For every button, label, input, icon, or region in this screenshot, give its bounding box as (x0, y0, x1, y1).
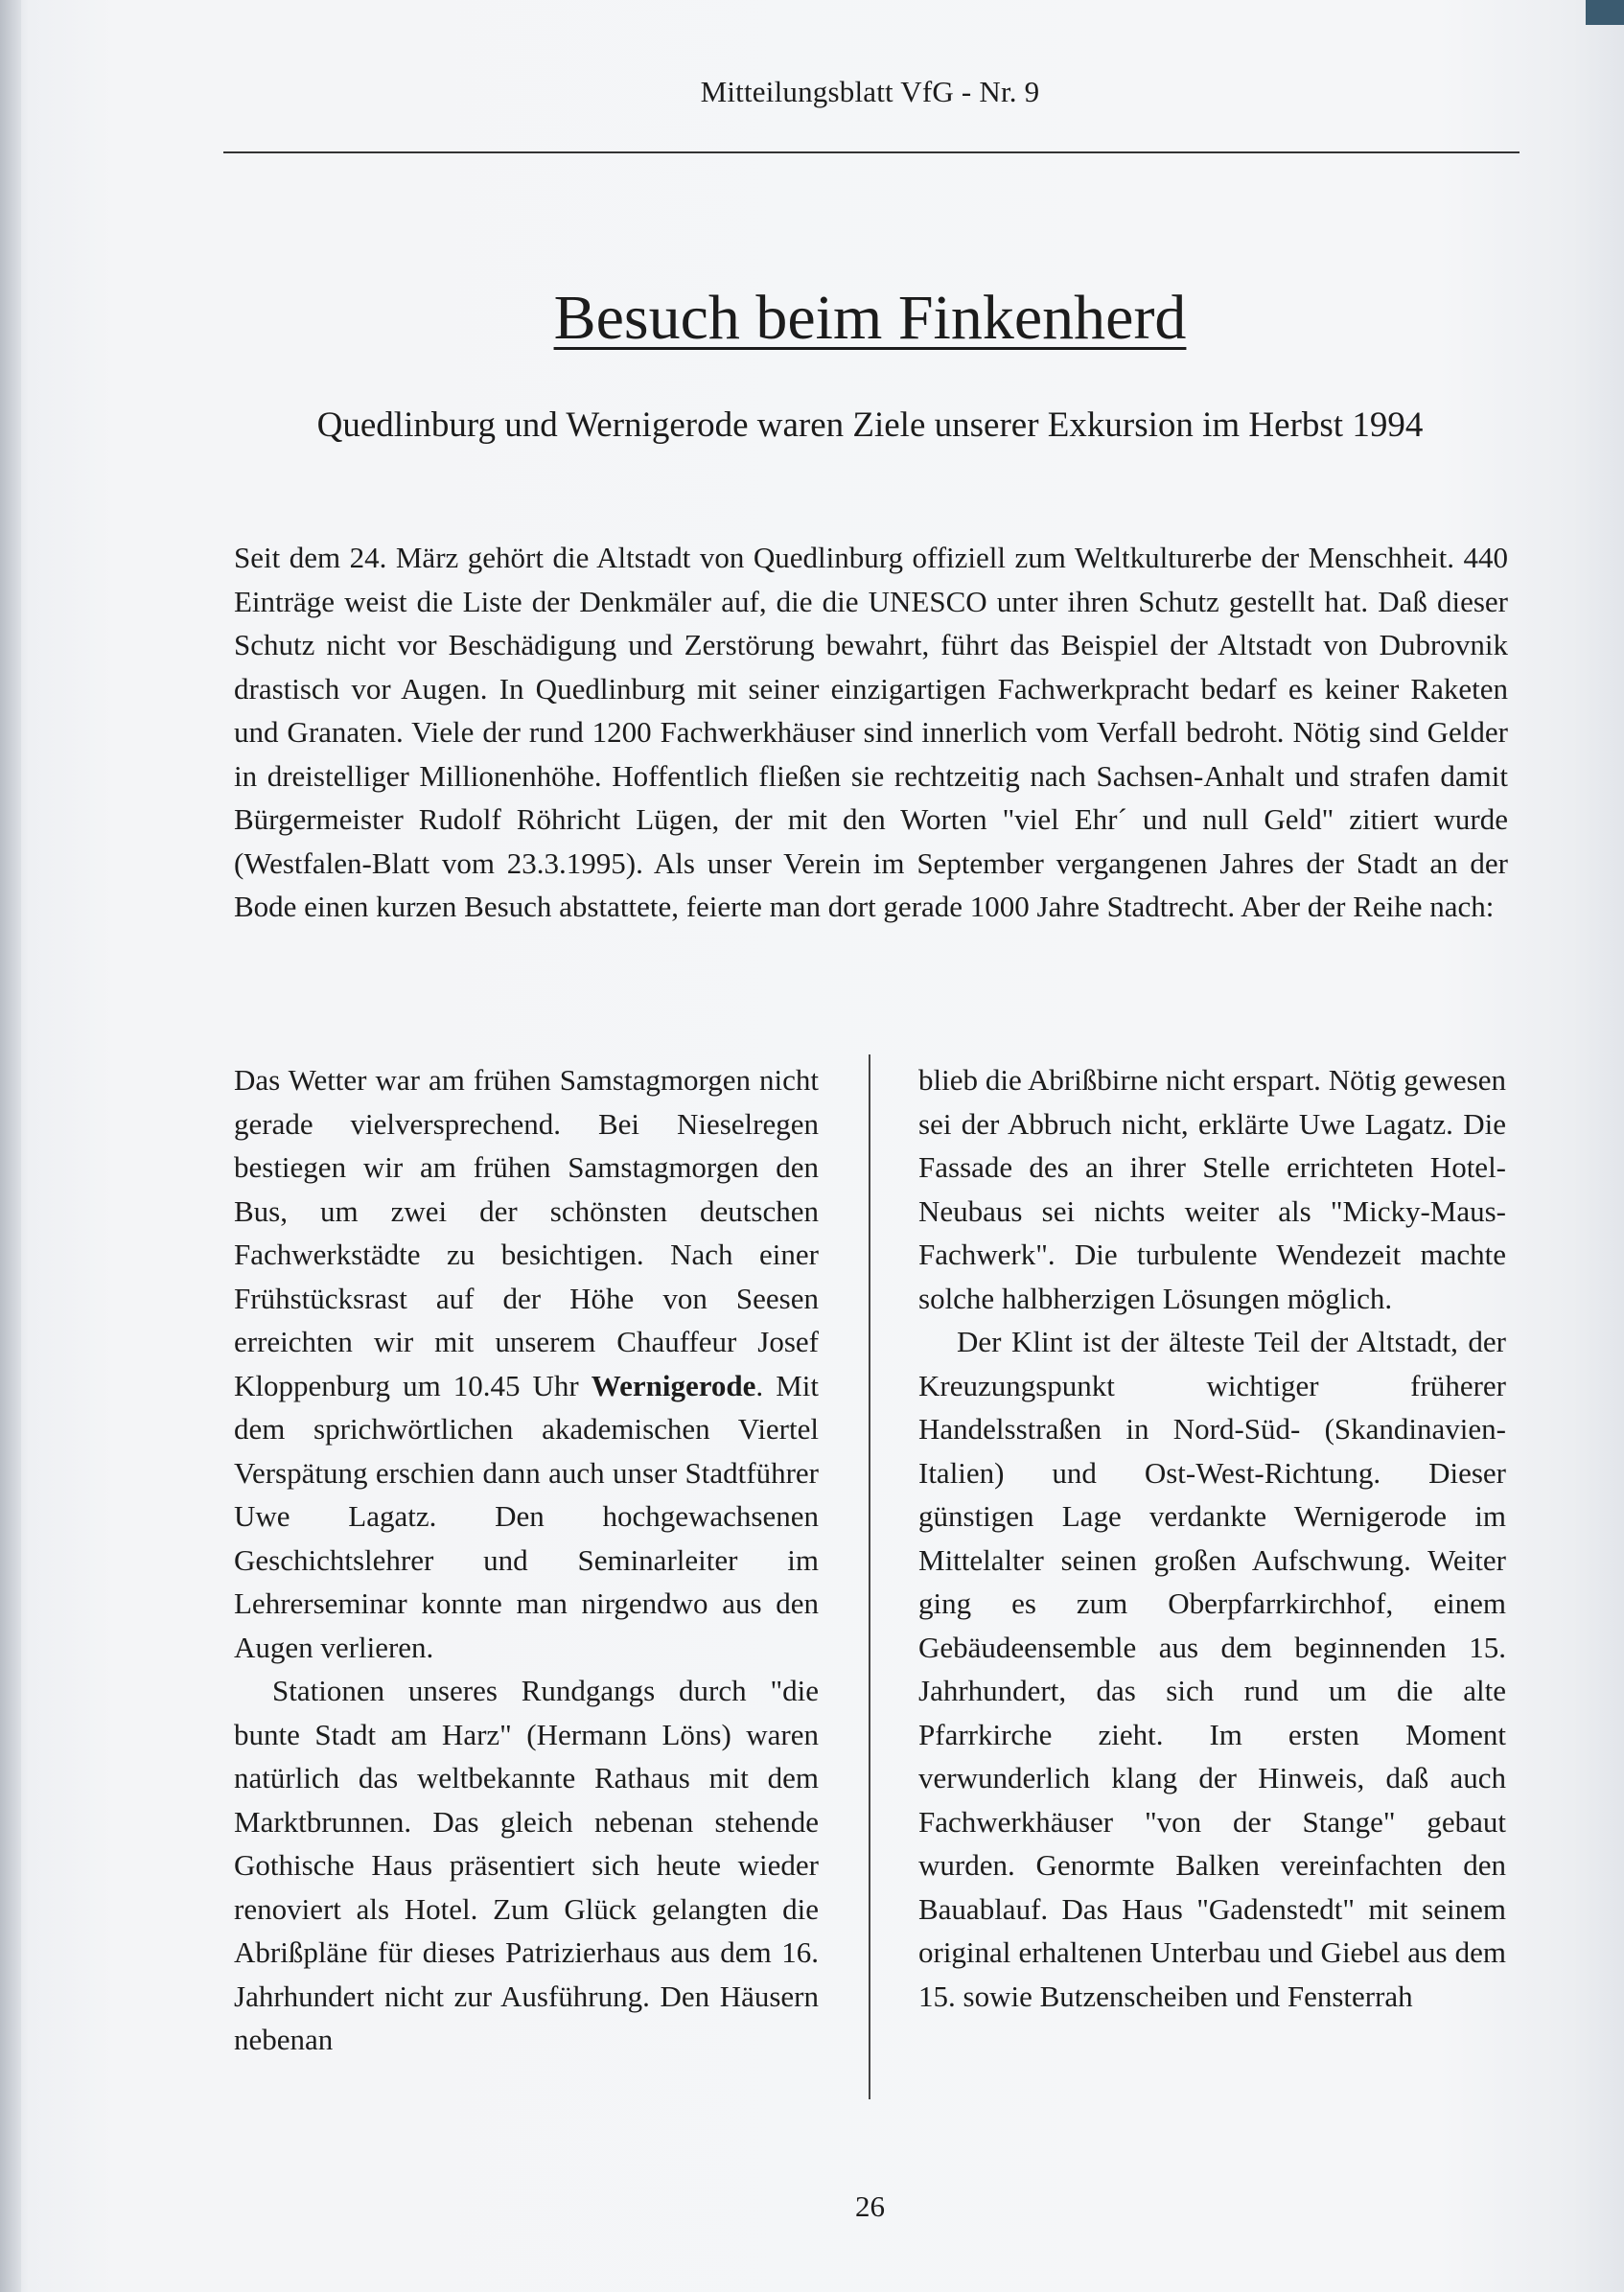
left-p1-text-a: Das Wetter war am frühen Samstagmorgen nicht gerade vielversprechend. Bei Nieselregen bestiegen wir am frühen Samstagmorgen den Bus, um zwei der schönsten deutschen Fachwerkstädte zu besichtigen. Nach einer Frühstücksrast auf der Höhe von Seesen erreichten wir mit unserem Chauffeur Josef Kloppenburg um 10.45 Uhr (234, 1063, 819, 1402)
left-p1-bold: Wernigerode (591, 1368, 756, 1402)
book-spine-shadow (0, 0, 21, 2292)
left-paragraph-1 (234, 1058, 819, 1669)
right-paragraph-1: blieb die Abrißbirne nicht erspart. Nötig gewesen sei der Abbruch nicht, erklärte Uwe Lagatz. Die Fassade des an ihrer Stelle errichteten Hotel-Neubaus sei nichts weiter als "Micky-Maus-Fachwerk". Die turbulente Wendezeit machte solche halbherzigen Lösungen möglich. (918, 1063, 1506, 1315)
cover-edge (1586, 0, 1624, 25)
page-number: 26 (855, 2189, 885, 2223)
left-column (234, 1058, 819, 2062)
left-paragraph-2: Stationen unseres Rundgangs durch "die bunte Stadt am Harz" (Hermann Löns) waren natürlich das weltbekannte Rathaus mit dem Marktbrunnen. Das gleich nebenan stehende Gothische Haus präsentiert sich heute wieder renoviert als Hotel. Zum Glück gelangten die Abrißpläne für dieses Patrizierhaus aus dem 16. Jahrhundert nicht zur Ausführung. Den Häusern nebenan (234, 1674, 819, 2056)
article-title-text: Besuch beim Finkenherd (553, 283, 1187, 353)
header-rule (223, 151, 1520, 153)
column-divider (869, 1054, 870, 2099)
left-p1-text-b: . Mit dem sprichwörtlichen akademischen Viertel Verspätung erschien dann auch unser Stadtführer Uwe Lagatz. Den hochgewachsenen Geschichtslehrer und Seminarleiter im Lehrerseminar konnte man nirgendwo aus den Augen verlieren. (234, 1368, 819, 1664)
running-header: Mitteilungsblatt VfG - Nr. 9 (700, 75, 1040, 108)
article-title (220, 280, 1520, 357)
article-subtitle: Quedlinburg und Wernigerode waren Ziele unserer Exkursion im Herbst 1994 (316, 405, 1424, 445)
right-column (918, 1058, 1506, 2018)
right-paragraph-2: Der Klint ist der älteste Teil der Altstadt, der Kreuzungspunkt wichtiger früherer Handelsstraßen in Nord-Süd- (Skandinavien-Italien) und Ost-West-Richtung. Dieser günstigen Lage verdankte Wernigerode im Mittelalter seinen großen Aufschwung. Weiter ging es zum Oberpfarrkirchhof, einem Gebäudeensemble aus dem beginnenden 15. Jahrhundert, das sich rund um die alte Pfarrkirche zieht. Im ersten Moment verwunderlich klang der Hinweis, daß auch Fachwerkhäuser "von der Stange" gebaut wurden. Genormte Balken vereinfachten den Bauablauf. Das Haus "Gadenstedt" mit seinem original erhaltenen Unterbau und Giebel aus dem 15. sowie Butzenscheiben und Fensterrah (918, 1325, 1506, 2013)
intro-paragraph: Seit dem 24. März gehört die Altstadt von Quedlinburg offiziell zum Weltkulturerbe der Menschheit. 440 Einträge weist die Liste der Denkmäler auf, die die UNESCO unter ihren Schutz gestellt hat. Daß dieser Schutz nicht vor Beschädigung und Zerstörung bewahrt, führt das Beispiel der Altstadt von Dubrovnik drastisch vor Augen. In Quedlinburg mit seiner einzigartigen Fachwerkpracht bedarf es keiner Raketen und Granaten. Viele der rund 1200 Fachwerkhäuser sind innerlich vom Verfall bedroht. Nötig sind Gelder in dreistelliger Millionenhöhe. Hoffentlich fließen sie rechtzeitig nach Sachsen-Anhalt und strafen damit Bürgermeister Rudolf Röhricht Lügen, der mit den Worten "viel Ehr´ und null Geld" zitiert wurde (Westfalen-Blatt vom 23.3.1995). Als unser Verein im September vergangenen Jahres der Stadt an der Bode einen kurzen Besuch abstattete, feierte man dort gerade 1000 Jahre Stadtrecht. Aber der Reihe nach: (234, 541, 1508, 923)
